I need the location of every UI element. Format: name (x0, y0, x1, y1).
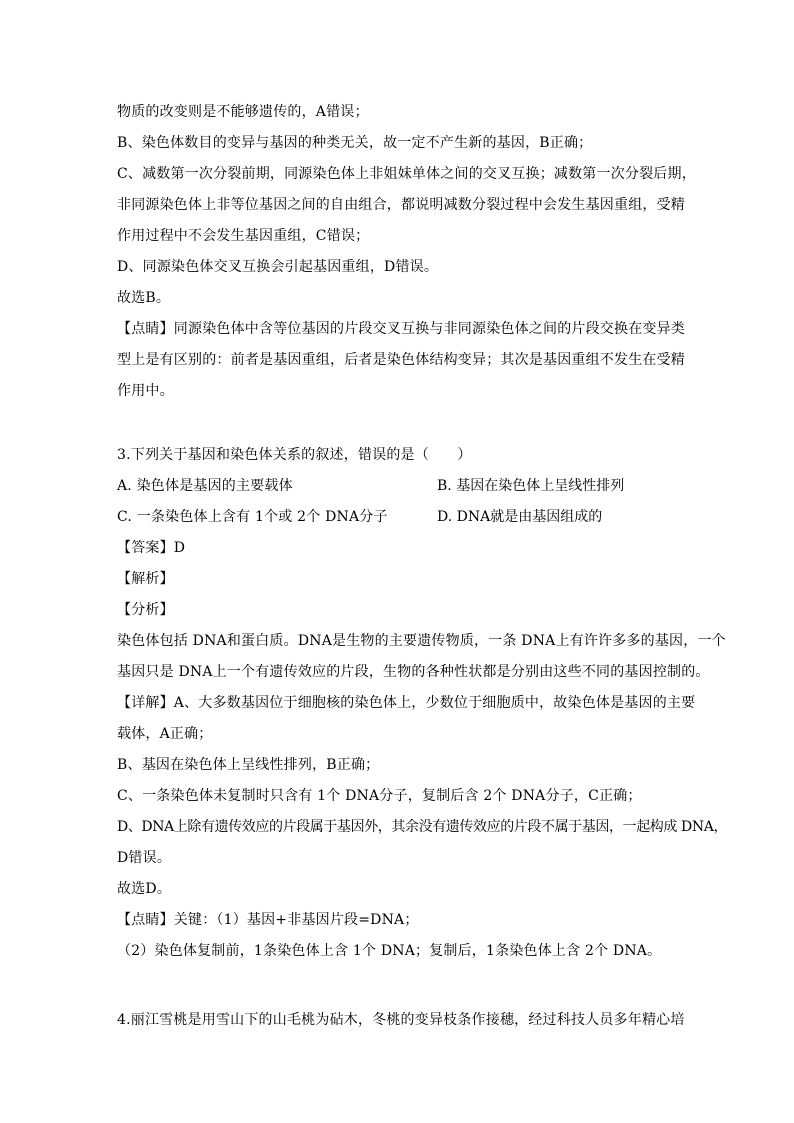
text-line: C、减数第一次分裂前期，同源染色体上非姐妹单体之间的交叉互换；减数第一次分裂后期， (117, 166, 696, 182)
analysis-heading: 【解析】 (117, 571, 174, 587)
answer-heading: 【答案】D (117, 540, 186, 556)
text-line: 物质的改变则是不能够遗传的，A错误； (117, 104, 369, 120)
option-b: B. 基因在染色体上呈线性排列 (437, 478, 625, 494)
text-line: （2）染色体复制前，1条染色体上含 1个 DNA；复制后，1条染色体上含 2个 DNA。 (117, 943, 662, 959)
comment-heading: 【点睛】同源染色体中含等位基因的片段交叉互换与非同源染色体之间的片段交换在变异类 (117, 321, 685, 337)
section-heading: 【分析】 (117, 602, 174, 618)
text-line: B、染色体数目的变异与基因的种类无关，故一定不产生新的基因，B正确； (117, 135, 593, 151)
text-line: 染色体包括 DNA和蛋白质。DNA是生物的主要遗传物质，一条 DNA上有许许多多的基因，一个 (117, 633, 726, 649)
question-stem: 4.丽江雪桃是用雪山下的山毛桃为砧木，冬桃的变异枝条作接穗，经过科技人员多年精心培 (117, 1012, 685, 1028)
text-line: 故选D。 (117, 881, 172, 897)
text-line: D、DNA上除有遗传效应的片段属于基因外，其余没有遗传效应的片段不属于基因，一起构成 DNA， (117, 819, 728, 835)
text-line: B、基因在染色体上呈线性排列，B正确； (117, 757, 380, 773)
text-line: D、同源染色体交叉互换会引起基因重组，D错误。 (117, 259, 439, 275)
text-line: D错误。 (117, 850, 172, 866)
text-line: 作用中。 (117, 383, 174, 399)
text-line: 型上是有区别的：前者是基因重组，后者是染色体结构变异；其次是基因重组不发生在受精 (117, 352, 685, 368)
text-line: 故选B。 (117, 290, 171, 306)
option-d: D. DNA就是由基因组成的 (437, 509, 603, 525)
comment-heading: 【点睛】关键：（1）基因+非基因片段=DNA； (117, 912, 419, 928)
question-stem: 3.下列关于基因和染色体关系的叙述，错误的是（ ） (117, 447, 472, 463)
text-line: 基因只是 DNA上一个有遗传效应的片段，生物的各种性状都是分别由这些不同的基因控制的。 (117, 664, 710, 680)
text-line: 非同源染色体上非等位基因之间的自由组合，都说明减数分裂过程中会发生基因重组，受精 (117, 197, 685, 213)
text-line: 作用过程中不会发生基因重组，C错误； (117, 228, 370, 244)
text-line: C、一条染色体未复制时只含有 1个 DNA分子，复制后含 2个 DNA分子，C正确； (117, 788, 642, 804)
detail-heading: 【详解】A、大多数基因位于细胞核的染色体上，少数位于细胞质中，故染色体是基因的主要 (117, 695, 696, 711)
option-a: A. 染色体是基因的主要载体 (117, 478, 293, 494)
text-line: 载体，A正确； (117, 726, 213, 742)
option-c: C. 一条染色体上含有 1个或 2个 DNA分子 (117, 509, 388, 525)
